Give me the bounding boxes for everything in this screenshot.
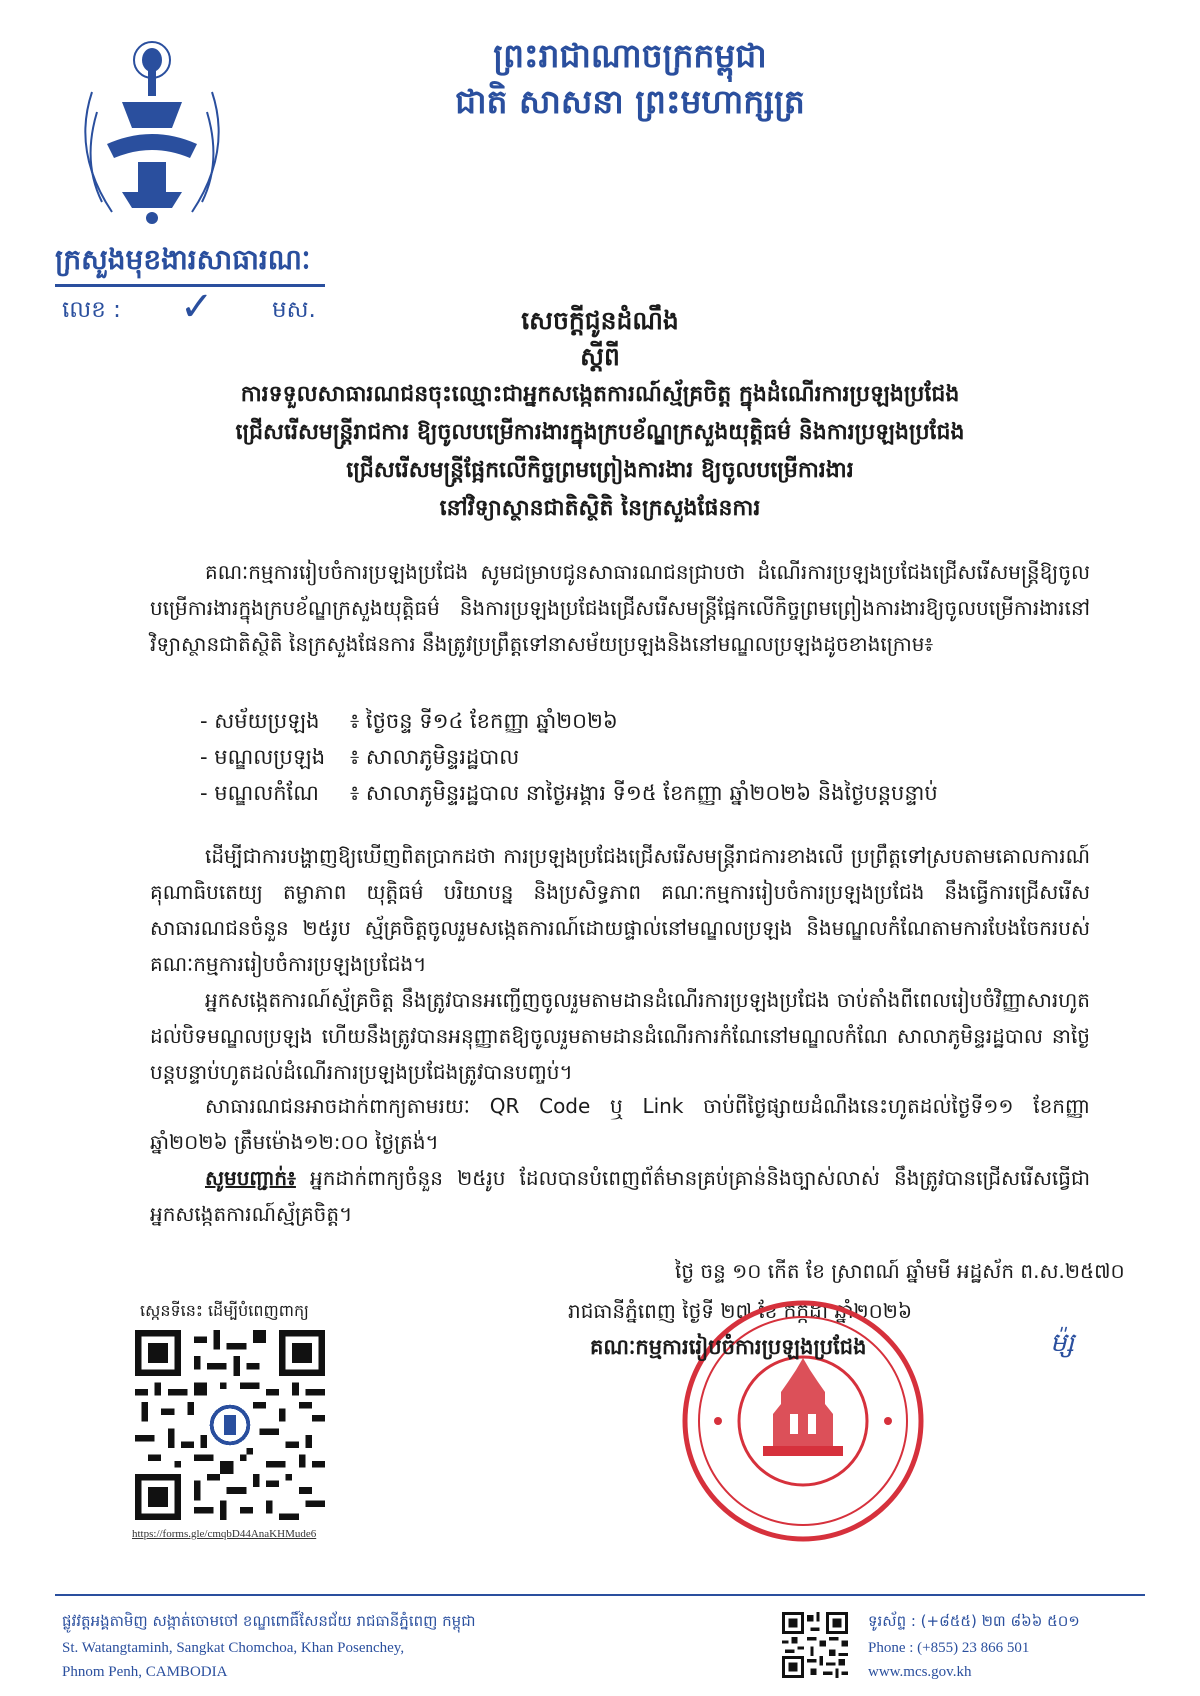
phone-khmer: ទូរស័ព្ទ : (+៨៥៥) ២៣ ៨៦៦ ៥០១ (868, 1612, 1080, 1630)
form-link[interactable]: https://forms.gle/cmqbD44AnaKHMude6 (132, 1528, 317, 1540)
kingdom-motto: ជាតិ សាសនា ព្រះមហាក្សត្រ (455, 82, 805, 121)
handwritten-initials: ម៉្ស (1050, 1328, 1075, 1358)
notice-subheading: ស្តីពី (580, 342, 620, 371)
royal-emblem-icon (52, 32, 252, 237)
application-paragraph: សាធារណជនអាចដាក់ពាក្យតាមរយៈ QR Code ឬ Link ចាប់ពីថ្ងៃផ្សាយដំណឹងនេះហូតដល់ថ្ងៃទី១១ ខែកញ្ញា ឆ្នាំ២០២៦ ត្រឹមម៉ោង១២:០០ ថ្ងៃត្រង់។ (150, 1094, 1090, 1154)
reference-suffix: មស. (272, 297, 316, 323)
notice-subject-line-2: ជ្រើសរើសមន្ត្រីរាជការ ឱ្យចូលបម្រើការងារក្នុងក្របខ័ណ្ឌក្រសួងយុត្តិធម៌ និងការប្រឡងប្រជែង (235, 420, 965, 445)
schedule-label: - មណ្ឌលប្រឡង (200, 745, 326, 769)
address-khmer: ផ្លូវវត្តអង្គតាមិញ សង្កាត់ចោមចៅ ខណ្ឌពោធិ៍សែនជ័យ រាជធានីភ្នំពេញ កម្ពុជា (62, 1612, 476, 1630)
qr-code-icon[interactable] (135, 1330, 325, 1520)
notice-subject-line-1: ការទទួលសាធារណជនចុះឈ្មោះជាអ្នកសង្កេតការណ៍ស្ម័គ្រចិត្ត ក្នុងដំណើរការប្រឡងប្រជែង (240, 382, 960, 407)
notice-subject-line-4: នៅវិទ្យាស្ថានជាតិស្ថិតិ នៃក្រសួងផែនការ (439, 496, 761, 521)
schedule-value: ៖ សាលាភូមិន្ទរដ្ឋបាល (350, 745, 520, 769)
footer-divider (55, 1594, 1145, 1596)
committee-signatory: គណៈកម្មការរៀបចំការប្រឡងប្រជែង (590, 1335, 867, 1359)
notice-heading: សេចក្តីជូនដំណឹង (521, 306, 679, 335)
purpose-paragraph: ដើម្បីជាការបង្ហាញឱ្យឃើញពិតប្រាកដថា ការប្រឡងប្រជែងជ្រើសរើសមន្ត្រីរាជការខាងលើ ប្រព្រឹត្តទៅស្របតាមគោលការណ៍ គុណាធិបតេយ្យ តម្លាភាព យុត្តិធម៌ បរិយាបន្ន និងប្រសិទ្ធភាព គណៈកម្មការរៀបចំការប្រឡងប្រជែង នឹងធ្វើការជ្រើសរើសសាធារណជនចំនួន ២៥រូប ស្ម័គ្រចិត្តចូលរួមសង្កេតការណ៍ដោយផ្ទាល់នៅមណ្ឌលប្រឡង និងមណ្ឌលកំណែតាមការបែងចែករបស់គណៈកម្មការរៀបចំការប្រឡងប្រជែង។ (150, 844, 1090, 976)
note-label: សូមបញ្ជាក់៖ (205, 1166, 296, 1190)
qr-caption: ស្កេនទីនេះ ដើម្បីបំពេញពាក្យ (140, 1301, 309, 1320)
issue-date: រាជធានីភ្នំពេញ ថ្ងៃទី ២៧ ខែ កក្កដា ឆ្នាំ២០២៦ (568, 1299, 913, 1323)
address-english-line-1: St. Watangtaminh, Sangkat Chomchoa, Khan Posenchey, (62, 1640, 405, 1656)
website-link[interactable]: www.mcs.gov.kh (868, 1664, 972, 1680)
lunar-date: ថ្ងៃ ចន្ទ ១០ កើត ខែ ស្រាពណ៍ ឆ្នាំមមី អដ្ឋស័ក ព.ស.២៥៧០ (675, 1259, 1125, 1283)
schedule-value: ៖ សាលាភូមិន្ទរដ្ឋបាល នាថ្ងៃអង្គារ ទី១៥ ខែកញ្ញា ឆ្នាំ២០២៦ និងថ្ងៃបន្តបន្ទាប់ (350, 781, 938, 805)
address-english-line-2: Phnom Penh, CAMBODIA (62, 1664, 228, 1680)
reference-label: លេខ : (62, 297, 121, 323)
note-text: អ្នកដាក់ពាក្យចំនួន ២៥រូប ដែលបានបំពេញព័ត៌មានគ្រប់គ្រាន់និងច្បាស់លាស់ នឹងត្រូវបានជ្រើសរើសធ្វើជា អ្នកសង្កេតការណ៍ស្ម័គ្រចិត្ត។ (150, 1166, 1090, 1226)
note-paragraph (150, 1160, 1090, 1232)
observer-paragraph: អ្នកសង្កេតការណ៍ស្ម័គ្រចិត្ត នឹងត្រូវបានអញ្ជើញចូលរួមតាមដានដំណើរការប្រឡងប្រជែង ចាប់តាំងពីពេលរៀបចំវិញ្ញាសារហូតដល់បិទមណ្ឌលប្រឡង ហើយនឹងត្រូវបានអនុញ្ញាតឱ្យចូលរួមតាមដានដំណើរការកំណែនៅមណ្ឌលកំណែ សាលាភូមិន្ទរដ្ឋបាល នាថ្ងៃបន្តបន្ទាប់ហូតដល់ដំណើរការប្រឡងប្រជែងត្រូវបានបញ្ចប់។ (150, 988, 1090, 1084)
notice-subject-line-3: ជ្រើសរើសមន្ត្រីផ្អែកលើកិច្ចព្រមព្រៀងការងារ ឱ្យចូលបម្រើការងារ (346, 458, 854, 483)
phone-english: Phone : (+855) 23 866 501 (868, 1640, 1030, 1656)
website-qr-code-icon[interactable] (782, 1612, 848, 1678)
ministry-name: ក្រសួងមុខងារសាធារណៈ (55, 243, 311, 276)
intro-paragraph: គណៈកម្មការរៀបចំការប្រឡងប្រជែង សូមជម្រាបជូនសាធារណជនជ្រាបថា ដំណើរការប្រឡងប្រជែងជ្រើសរើសមន្ត្រីឱ្យចូលបម្រើការងារក្នុងក្របខ័ណ្ឌក្រសួងយុត្តិធម៌ និងការប្រឡងប្រជែងជ្រើសរើសមន្ត្រីផ្អែកលើកិច្ចព្រមព្រៀងការងារឱ្យចូលបម្រើការងារនៅវិទ្យាស្ថានជាតិស្ថិតិ នៃក្រសួងផែនការ នឹងត្រូវប្រព្រឹត្តទៅនាសម័យប្រឡងនិងនៅមណ្ឌលប្រឡងដូចខាងក្រោម៖ (150, 560, 1090, 656)
schedule-value: ៖ ថ្ងៃចន្ទ ទី១៤ ខែកញ្ញា ឆ្នាំ២០២៦ (350, 709, 618, 733)
schedule-label: - មណ្ឌលកំណែ (200, 781, 319, 805)
checkmark-icon: ✓ (180, 284, 214, 330)
kingdom-title: ព្រះរាជាណាចក្រកម្ពុជា (493, 36, 767, 75)
schedule-label: - សម័យប្រឡង (200, 709, 320, 733)
